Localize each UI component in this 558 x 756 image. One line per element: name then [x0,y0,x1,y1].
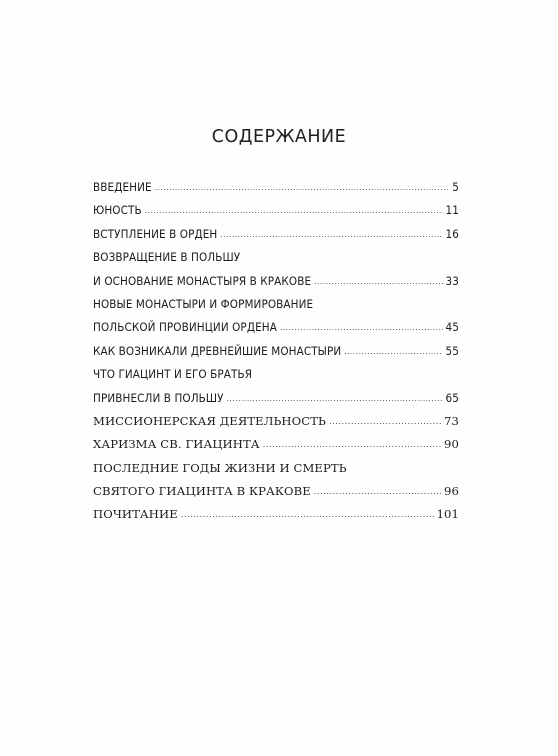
toc-entry-title: ПОЧИТАНИЕ [93,507,178,522]
toc-page-number: 45 [445,320,459,335]
dot-leader [344,340,442,363]
toc-entry-title: ВСТУПЛЕНИЕ В ОРДЕН [93,226,218,241]
toc-entry [93,480,459,503]
toc-entry-title: ЮНОСТЬ [93,203,142,218]
toc-page-number: 55 [445,343,459,358]
toc-entry [93,270,459,293]
toc-entry [93,410,459,433]
dot-leader [263,433,441,456]
dot-leader [227,387,443,410]
toc-entry-title: ЧТО ГИАЦИНТ И ЕГО БРАТЬЯ [93,367,253,382]
toc-page-number: 65 [445,390,459,405]
dot-leader [280,316,443,339]
dot-leader [329,410,441,433]
table-of-contents [93,176,459,527]
toc-entry [93,199,459,222]
toc-entry-title: МИССИОНЕРСКАЯ ДЕЯТЕЛЬНОСТЬ [93,413,326,428]
toc-entry-title: ПОСЛЕДНИЕ ГОДЫ ЖИЗНИ И СМЕРТЬ [93,460,347,475]
dot-leader [155,176,448,199]
toc-entry-title: ВОЗВРАЩЕНИЕ В ПОЛЬШУ [93,250,241,265]
toc-entry [93,340,459,363]
toc-page-number: 33 [445,273,459,288]
toc-entry-title-continued: И ОСНОВАНИЕ МОНАСТЫРЯ В КРАКОВЕ [93,273,312,288]
toc-page-number: 96 [444,484,459,499]
toc-entry-first-line [93,246,459,269]
toc-entry-first-line [93,363,459,386]
toc-entry-title: КАК ВОЗНИКАЛИ ДРЕВНЕЙШИЕ МОНАСТЫРИ [93,343,342,358]
toc-entry-first-line [93,293,459,316]
dot-leader [220,223,442,246]
toc-entry-first-line [93,457,459,480]
toc-entry-title: НОВЫЕ МОНАСТЫРИ И ФОРМИРОВАНИЕ [93,296,314,311]
dot-leader [181,503,434,526]
toc-entry [93,433,459,456]
toc-page-number: 11 [445,203,459,218]
toc-entry [93,503,459,526]
toc-page-number: 16 [445,226,459,241]
toc-entry-title-continued: СВЯТОГО ГИАЦИНТА В КРАКОВЕ [93,484,311,499]
toc-page-number: 101 [436,507,459,522]
toc-entry [93,387,459,410]
toc-entry-title: ХАРИЗМА СВ. ГИАЦИНТА [93,437,260,452]
toc-page-number: 90 [444,437,459,452]
dot-leader [314,270,442,293]
toc-page-number: 5 [452,180,459,194]
page-title: СОДЕРЖАНИЕ [211,127,347,147]
toc-entry [93,316,459,339]
toc-page-number: 73 [444,413,459,428]
toc-entry-title-continued: ПОЛЬСКОЙ ПРОВИНЦИИ ОРДЕНА [93,320,277,335]
toc-entry-title-continued: ПРИВНЕСЛИ В ПОЛЬШУ [93,390,224,405]
toc-entry [93,176,459,199]
toc-entry-title: ВВЕДЕНИЕ [93,180,152,194]
toc-entry [93,223,459,246]
dot-leader [145,199,443,222]
dot-leader [314,480,441,503]
